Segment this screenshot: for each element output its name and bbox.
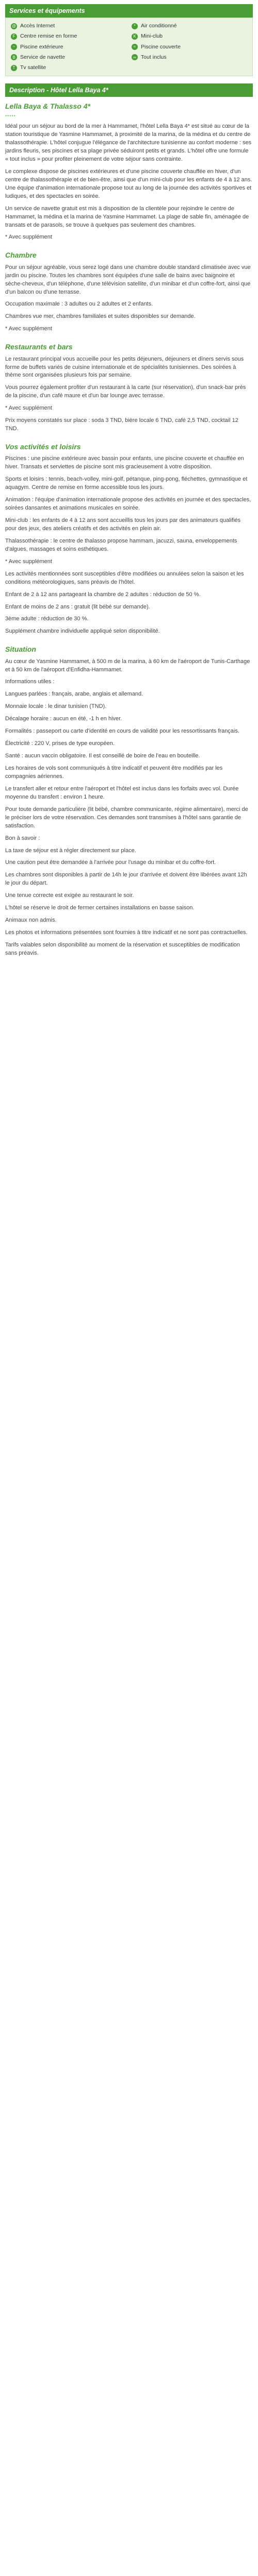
- situation-text-11: Pour toute demande particulière (lit bébé, chambre communicante, régime alimentaire), merci de le préciser lors de votre réservation. Ces demandes sont transmises à l'hôtel sans garantie de satisfaction.: [5, 806, 248, 829]
- activites-text-2: Sports et loisirs : tennis, beach-volley, mini-golf, pétanque, ping-pong, fléchettes, gymnastique et aquagym. Centre de remise en forme accessible tous les jours.: [5, 476, 248, 491]
- service-label: Tout inclus: [141, 54, 167, 60]
- dumbbell-icon: F: [11, 33, 17, 40]
- wifi-icon: @: [11, 23, 17, 28]
- indoor-pool-icon: ≈: [132, 44, 138, 50]
- section-title-restaurants: Restaurants et bars: [5, 343, 73, 351]
- service-label: Piscine couverte: [141, 43, 181, 50]
- reductions-text-4: Supplément chambre individuelle appliqué selon disponibilité.: [5, 628, 160, 635]
- note: * Avec supplément: [5, 326, 52, 332]
- hotel-intro-3: Un service de navette gratuit est mis à disposition de la clientèle pour rejoindre le centre de Hammamet, la médina et la marina de Yasmine Hammamet. La plage de sable fin, aménagée de transats et de parasols, se trouve à quelques pas seulement des chambres.: [5, 205, 249, 228]
- snowflake-icon: *: [132, 23, 138, 29]
- section-title-activites: Vos activités et loisirs: [5, 443, 81, 451]
- hotel-intro-1: Idéal pour un séjour au bord de la mer à Hammamet, l'hôtel Lella Baya 4* est situé au cœur de la station touristique de Yasmine Hammamet, à proximité de la marina, de la médina et du centre de thalassothérapie. L'hôtel conjugue l'élégance de l'architecture tunisienne au confort moderne : ses jardins fleuris, ses piscines et sa plage privée séduiront petits et grands. L'hôtel offre une formule « tout inclus » pour profiter pleinement de votre séjour sans contrainte.: [5, 123, 252, 162]
- restaurants-text-1: Le restaurant principal vous accueille pour les petits déjeuners, déjeuners et dîners servis sous forme de buffets variés de cuisine internationale et de spécialités tunisiennes. Des soirées à thème sont organisées plusieurs fois par semaine.: [5, 355, 244, 379]
- service-item: [11, 32, 126, 40]
- note: * Avec supplément: [5, 405, 52, 412]
- service-item: [11, 64, 126, 72]
- service-item: [132, 22, 247, 30]
- final-text-4: Les chambres sont disponibles à partir de 14h le jour d'arrivée et doivent être libérées avant 12h le jour du départ.: [5, 872, 247, 887]
- final-text-8: Les photos et informations présentées sont fournies à titre indicatif et ne sont pas contractuelles.: [5, 929, 248, 936]
- chambres-text-1: Pour un séjour agréable, vous serez logé dans une chambre double standard climatisée avec vue jardin ou piscine. Toutes les chambres sont équipées d'une salle de bains avec baignoire et sèche-cheveux, d'un téléphone, d'une télévision satellite, d'un minibar et d'un coffre-fort, ainsi que d'un balcon ou d'une terrasse.: [5, 264, 251, 295]
- situation-text-10: Le transfert aller et retour entre l'aéroport et l'hôtel est inclus dans les forfaits avec vol. Durée moyenne du transfert : environ 1 heure.: [5, 785, 239, 800]
- service-item: [132, 32, 247, 40]
- service-label: Air conditionné: [141, 23, 177, 29]
- service-label: Piscine extérieure: [20, 43, 63, 50]
- hotel-intro-2: Le complexe dispose de piscines extérieures et d'une piscine couverte chauffée en hiver, d'un centre de thalassothérapie et de bien-être, ainsi que d'un mini-club pour les enfants de 4 à 12 ans. Une équipe d'animation internationale propose tout au long de la journée des activités sportives et ludiques, et des spectacles en soirée.: [5, 168, 252, 199]
- activites-text-5: Thalassothérapie : le centre de thalasso propose hammam, jacuzzi, sauna, enveloppements d'algues, massages et soins esthétiques.: [5, 537, 237, 552]
- final-text-9: Tarifs valables selon disponibilité au moment de la réservation et susceptibles de modification sans préavis.: [5, 942, 240, 956]
- service-label: Tv satellite: [20, 64, 46, 71]
- situation-text-1: Au cœur de Yasmine Hammamet, à 500 m de la marina, à 60 km de l'aéroport de Tunis-Carthage et à 50 km de l'aéroport d'Enfidha-Hammamet.: [5, 658, 250, 673]
- reductions-text-3: 3ème adulte : réduction de 30 %.: [5, 616, 89, 622]
- all-inclusive-icon: ∞: [132, 54, 138, 60]
- chambres-text-3: Chambres vue mer, chambres familiales et suites disponibles sur demande.: [5, 313, 196, 320]
- situation-text-7: Électricité : 220 V, prises de type européen.: [5, 740, 115, 747]
- reductions-text-2: Enfant de moins de 2 ans : gratuit (lit bébé sur demande).: [5, 603, 150, 610]
- services-list: [5, 18, 253, 76]
- situation-text-2: Informations utiles :: [5, 679, 55, 685]
- restaurants-text-4: Prix moyens constatés sur place : soda 3 TND, bière locale 6 TND, café 2,5 TND, cocktail 12 TND.: [5, 417, 238, 432]
- tv-icon: T: [11, 65, 17, 71]
- service-item: [11, 54, 126, 61]
- activites-text-6: Les activités mentionnées sont susceptibles d'être modifiées ou annulées selon la saison et les conditions météorologiques, sans préavis de l'hôtel.: [5, 570, 244, 585]
- service-label: Service de navette: [20, 54, 65, 60]
- service-label: Accès Internet: [20, 23, 55, 29]
- section-title-situation: Situation: [5, 645, 36, 654]
- service-item: [132, 43, 247, 51]
- activites-text-1: Piscines : une piscine extérieure avec bassin pour enfants, une piscine couverte et chauffée en hiver. Transats et serviettes de piscine sont mis gracieusement à votre disposition.: [5, 455, 244, 470]
- star-rating: *****: [5, 114, 16, 119]
- final-text-1: Bon à savoir :: [5, 835, 40, 841]
- service-label: Mini-club: [141, 33, 163, 40]
- situation-text-8: Santé : aucun vaccin obligatoire. Il est conseillé de boire de l'eau en bouteille.: [5, 753, 200, 759]
- final-text-3: Une caution peut être demandée à l'arrivée pour l'usage du minibar et du coffre-fort.: [5, 859, 216, 866]
- situation-text-4: Monnaie locale : le dinar tunisien (TND).: [5, 703, 107, 710]
- note: * Avec supplément: [5, 234, 52, 241]
- situation-text-5: Décalage horaire : aucun en été, -1 h en hiver.: [5, 716, 122, 722]
- final-text-5: Une tenue correcte est exigée au restaurant le soir.: [5, 892, 134, 899]
- final-text-2: La taxe de séjour est à régler directement sur place.: [5, 847, 136, 854]
- kids-icon: K: [132, 33, 138, 40]
- activites-text-3: Animation : l'équipe d'animation internationale propose des activités en journée et des spectacles, soirées dansantes et animations musicales en soirée.: [5, 497, 251, 512]
- activites-text-4: Mini-club : les enfants de 4 à 12 ans sont accueillis tous les jours par des animateurs qualifiés pour des jeux, des ateliers créatifs et des activités en plein air.: [5, 517, 241, 532]
- situation-text-3: Langues parlées : français, arabe, anglais et allemand.: [5, 691, 143, 698]
- chambres-text-2: Occupation maximale : 3 adultes ou 2 adultes et 2 enfants.: [5, 301, 153, 308]
- section-title-chambres: Chambre: [5, 251, 37, 260]
- situation-text-6: Formalités : passeport ou carte d'identité en cours de validité pour les ressortissants français.: [5, 728, 239, 735]
- reductions-text-1: Enfant de 2 à 12 ans partageant la chambre de 2 adultes : réduction de 50 %.: [5, 591, 201, 598]
- services-section: [5, 4, 253, 76]
- note: * Avec supplément: [5, 558, 52, 565]
- pool-icon: ~: [11, 44, 17, 50]
- final-text-6: L'hôtel se réserve le droit de fermer certaines installations en basse saison.: [5, 905, 195, 911]
- description-header: Description - Hôtel Lella Baya 4*: [5, 83, 253, 97]
- final-text-7: Animaux non admis.: [5, 917, 57, 924]
- service-item: [11, 22, 126, 30]
- hotel-title: Lella Baya & Thalasso 4*: [5, 102, 90, 111]
- service-item: [132, 54, 247, 61]
- service-item: [11, 43, 126, 51]
- restaurants-text-2: Vous pourrez également profiter d'un restaurant à la carte (sur réservation), d'un snack-bar près de la piscine, d'un café maure et d'un bar lounge avec terrasse.: [5, 384, 246, 399]
- situation-text-9: Les horaires de vols sont communiqués à titre indicatif et peuvent être modifiés par les compagnies aériennes.: [5, 765, 223, 779]
- services-header: Services et équipements: [5, 4, 253, 18]
- service-label: Centre remise en forme: [20, 33, 77, 40]
- shuttle-icon: B: [11, 54, 17, 60]
